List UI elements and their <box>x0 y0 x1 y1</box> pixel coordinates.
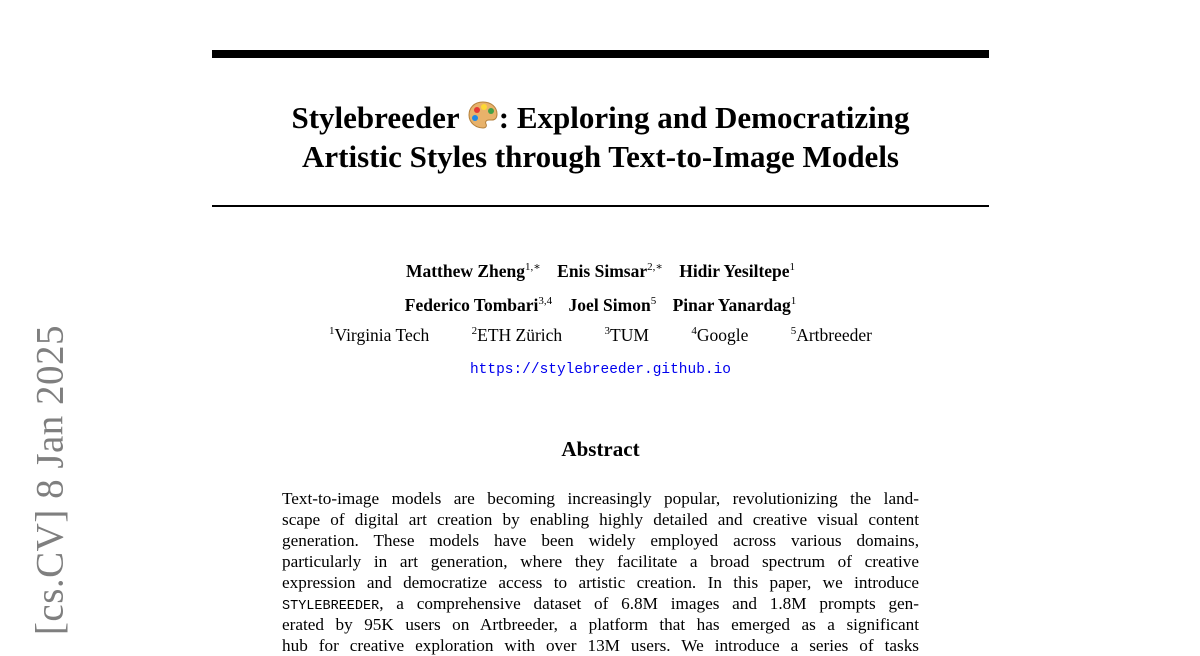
abstract-line: generation. These models have been widely employed across various domains, <box>282 531 919 550</box>
affiliation-artbreeder: $^5$Artbreeder <box>790 325 873 345</box>
artist-palette-icon <box>467 99 499 131</box>
author-row-2 <box>212 292 989 326</box>
affiliation-google: $^4$Google <box>691 325 749 345</box>
author-enis-simsar: Enis Simsar$^{2,∗}$ <box>557 261 663 281</box>
abstract-line: Text-to-image models are becoming increasingly popular, revolutionizing the land- <box>282 489 919 508</box>
affiliation-eth-zurich: $^2$ETH Zürich <box>471 325 563 345</box>
abstract-line: hub for creative exploration with over 13M users. We introduce a series of tasks <box>282 636 919 655</box>
author-hidir-yesiltepe: Hidir Yesiltepe$^1$ <box>679 261 796 281</box>
abstract-line: expression and democratize access to artistic creation. In this paper, we introduce <box>282 573 919 592</box>
title-top-rule <box>212 50 989 58</box>
project-url-link[interactable]: https://stylebreeder.github.io <box>469 362 732 378</box>
abstract-body <box>282 488 919 656</box>
abstract-line: erated by 95K users on Artbreeder, a platform that has emerged as a significant <box>282 615 919 634</box>
author-pinar-yanardag: Pinar Yanardag$^1$ <box>672 295 797 315</box>
abstract-heading: Abstract <box>561 437 640 461</box>
title-line-1: Stylebreeder : Exploring and Democratizing <box>291 100 910 135</box>
affiliation-row <box>212 322 989 348</box>
affiliation-virginia-tech: $^1$Virginia Tech <box>328 325 430 345</box>
author-joel-simon: Joel Simon$^5$ <box>568 295 657 315</box>
author-matthew-zheng: Matthew Zheng$^{1,∗}$ <box>405 261 541 281</box>
author-federico-tombari: Federico Tombari$^{3,4}$ <box>404 295 553 315</box>
arxiv-stamp: [cs.CV] 8 Jan 2025 <box>28 324 72 636</box>
affiliation-tum: $^3$TUM <box>604 325 649 345</box>
abstract-line: scape of digital art creation by enabling highly detailed and creative visual content <box>282 510 919 529</box>
author-row-1 <box>212 258 989 292</box>
title-line-2: Artistic Styles through Text-to-Image Models <box>302 139 899 174</box>
paper-title <box>212 98 989 176</box>
abstract-line: particularly in art generation, where they facilitate a broad spectrum of creative <box>282 552 919 571</box>
title-bottom-rule <box>212 205 989 207</box>
abstract-dataset-line: STYLEBREEDER, a comprehensive dataset of 6.8M images and 1.8M prompts gen- <box>282 594 919 614</box>
author-block <box>212 258 989 348</box>
dataset-name: STYLEBREEDER <box>282 599 380 614</box>
